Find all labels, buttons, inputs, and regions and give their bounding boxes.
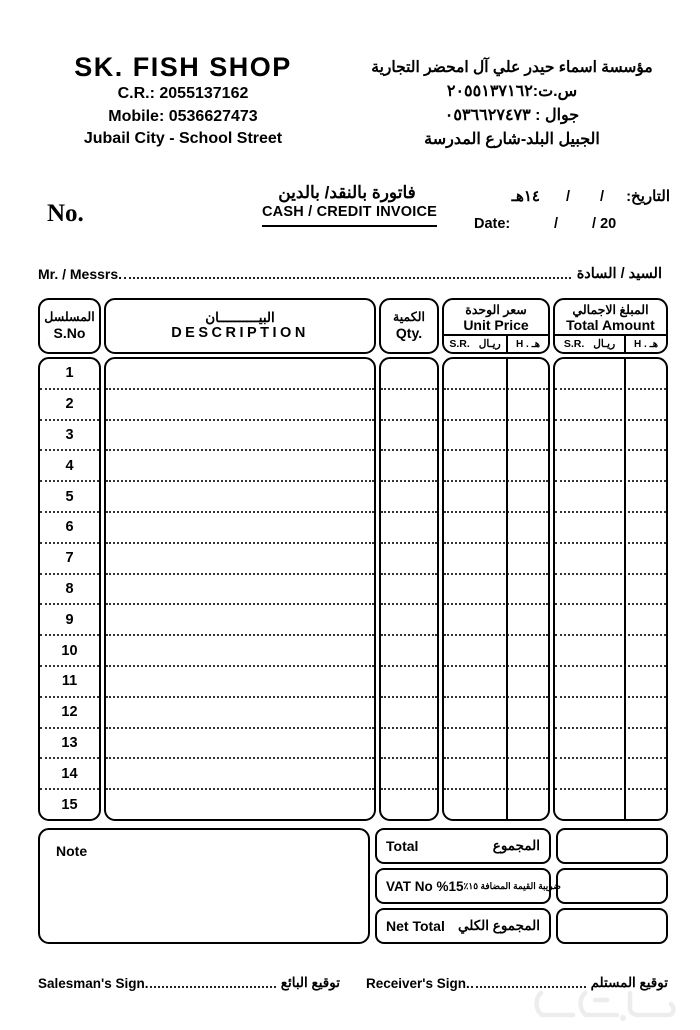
receiver-signature-label-english: Receiver's Sign. [366, 976, 470, 991]
row-number: 6 [65, 519, 74, 536]
column-body-total-amount[interactable] [553, 357, 668, 821]
table-row[interactable] [381, 451, 437, 482]
total-amount-sr-english: S.R. [563, 338, 585, 351]
table-row [40, 729, 99, 760]
column-header-qty [379, 298, 439, 354]
net-total-label-cell [375, 908, 551, 944]
column-header-sno [38, 298, 101, 354]
items-table [38, 298, 668, 821]
total-amount-sr-arabic: ريـال [593, 338, 616, 351]
table-row[interactable] [381, 421, 437, 452]
table-row[interactable] [381, 605, 437, 636]
total-label-english: Total [386, 838, 419, 854]
row-number: 12 [61, 704, 78, 721]
invoice-type-arabic: فاتورة بالنقد/ بالدين [278, 183, 416, 202]
table-row [40, 482, 99, 513]
vat-label-cell [375, 868, 561, 904]
table-row[interactable] [106, 698, 374, 729]
table-row[interactable] [555, 421, 666, 452]
table-row[interactable] [106, 421, 374, 452]
date-label-arabic: التاريخ: [626, 188, 670, 205]
row-number: 9 [65, 611, 74, 628]
note-label: Note [56, 843, 88, 859]
table-row[interactable] [555, 790, 666, 819]
table-row[interactable] [444, 513, 548, 544]
total-amount-h-english: H . [634, 338, 647, 350]
table-row[interactable] [381, 513, 437, 544]
table-row[interactable] [555, 451, 666, 482]
table-row[interactable] [444, 698, 548, 729]
table-body [38, 357, 668, 821]
table-row[interactable] [106, 482, 374, 513]
table-row[interactable] [555, 482, 666, 513]
total-label-arabic: المجموع [492, 838, 540, 853]
date-separator-en-2: / 20 [592, 215, 617, 232]
table-row[interactable] [444, 482, 548, 513]
total-amount-h-arabic: هـ [649, 338, 658, 350]
total-amount-subheaders [555, 334, 666, 352]
table-row[interactable] [106, 790, 374, 819]
vat-label-arabic: ضريبة القيمة المضافة ١٥٪ [463, 880, 561, 891]
shop-info-arabic [362, 56, 662, 152]
table-row[interactable] [444, 729, 548, 760]
unit-price-sr-english: S.R. [449, 338, 470, 351]
table-row[interactable] [106, 759, 374, 790]
table-row[interactable] [381, 790, 437, 819]
table-row [40, 759, 99, 790]
row-number: 3 [65, 426, 74, 443]
table-row[interactable] [444, 790, 548, 819]
receiver-signature-label-arabic: توقيع المستلم [590, 975, 668, 990]
table-header-row [38, 298, 668, 354]
table-row[interactable] [106, 729, 374, 760]
shop-address: Jubail City - School Street [83, 130, 283, 148]
customer-name-field[interactable] [38, 266, 662, 282]
date-row-hijri [470, 186, 670, 209]
total-label-cell [375, 828, 551, 864]
hijri-year: ١٤هـ [511, 188, 540, 205]
salesman-signature-label-arabic: توقيع البائع [280, 975, 340, 990]
table-row[interactable] [381, 390, 437, 421]
table-row[interactable] [444, 451, 548, 482]
table-row [40, 513, 99, 544]
row-number: 4 [65, 457, 74, 474]
mobile-number-arabic: جوال : ٠٥٣٦٦٢٧٤٧٣ [444, 106, 580, 124]
date-separator-en-1: / [554, 215, 559, 232]
column-body-description[interactable] [104, 357, 376, 821]
total-amount-halala-subheader [624, 336, 666, 352]
table-row[interactable] [555, 544, 666, 575]
table-row[interactable] [444, 759, 548, 790]
date-label-english: Date: [474, 215, 511, 232]
column-body-qty[interactable] [379, 357, 439, 821]
table-row[interactable] [106, 575, 374, 606]
row-number: 15 [61, 796, 78, 813]
description-row-list [106, 359, 374, 819]
vat-row [375, 868, 668, 904]
column-header-total-amount-titles [566, 303, 655, 334]
column-header-total-amount-arabic: المبلغ الاجمالي [572, 303, 649, 317]
table-row [40, 698, 99, 729]
table-row[interactable] [444, 390, 548, 421]
column-header-unit-price-arabic: سعر الوحدة [465, 303, 527, 317]
table-row[interactable] [555, 575, 666, 606]
net-total-label-english: Net Total [386, 918, 445, 934]
table-row [40, 636, 99, 667]
column-header-unit-price-english: Unit Price [463, 317, 529, 334]
unit-price-h-arabic: هـ [531, 338, 540, 350]
table-row [40, 605, 99, 636]
column-header-sno-arabic: المسلسل [44, 310, 95, 325]
total-amount-halala-divider [624, 359, 626, 819]
invoice-header [0, 52, 700, 177]
date-separator-2: / [566, 189, 571, 205]
sno-row-list [40, 359, 99, 819]
table-row [40, 390, 99, 421]
totals-section [375, 828, 668, 944]
table-row[interactable] [381, 544, 437, 575]
unit-price-halala-divider [506, 359, 508, 819]
table-row[interactable] [444, 359, 548, 390]
unit-price-sr-arabic: ريـال [478, 338, 501, 351]
total-row [375, 828, 668, 864]
table-row [40, 544, 99, 575]
table-row[interactable] [381, 359, 437, 390]
row-number: 14 [61, 765, 78, 782]
table-row[interactable] [555, 636, 666, 667]
note-box[interactable] [38, 828, 370, 944]
table-row[interactable] [106, 359, 374, 390]
shop-info-english [38, 52, 328, 151]
row-number: 1 [65, 365, 74, 382]
column-header-description-arabic: البيــــــــــان [205, 309, 275, 325]
date-separator-1: / [600, 189, 605, 205]
salesman-signature-label-english: Salesman's Sign. [38, 976, 149, 991]
table-row [40, 451, 99, 482]
table-row[interactable] [444, 605, 548, 636]
table-row[interactable] [555, 698, 666, 729]
date-row-gregorian [470, 213, 670, 236]
table-row[interactable] [381, 729, 437, 760]
table-row[interactable] [106, 636, 374, 667]
table-row[interactable] [381, 667, 437, 698]
shop-name-arabic: مؤسسة اسماء حيدر علي آل امحضر التجارية [371, 59, 653, 76]
column-body-sno [38, 357, 101, 821]
column-header-total-amount-english: Total Amount [566, 317, 655, 334]
table-row [40, 575, 99, 606]
column-header-unit-price [442, 298, 550, 354]
table-row[interactable] [444, 636, 548, 667]
receiver-signature-field[interactable] [366, 975, 668, 991]
invoice-type-title [262, 182, 437, 227]
column-header-description [104, 298, 376, 354]
total-value-field[interactable] [556, 828, 668, 864]
customer-label-english: Mr. / Messrs. [38, 266, 123, 282]
table-row[interactable] [381, 482, 437, 513]
signatures-section [38, 975, 668, 991]
invoice-number-label: No. [47, 200, 84, 227]
table-row [40, 421, 99, 452]
salesman-signature-line[interactable] [150, 985, 276, 988]
table-row [40, 790, 99, 819]
row-number: 7 [65, 550, 74, 567]
row-number: 8 [65, 580, 74, 597]
table-row[interactable] [381, 759, 437, 790]
table-row[interactable] [106, 544, 374, 575]
table-row[interactable] [106, 451, 374, 482]
row-number: 10 [61, 642, 78, 659]
table-row [40, 359, 99, 390]
table-row [40, 667, 99, 698]
table-row[interactable] [381, 698, 437, 729]
row-number: 13 [61, 734, 78, 751]
total-amount-row-list [555, 359, 666, 819]
table-row[interactable] [555, 359, 666, 390]
row-number: 5 [65, 488, 74, 505]
invoice-type-english: CASH / CREDIT INVOICE [262, 203, 437, 227]
table-row[interactable] [444, 421, 548, 452]
column-header-description-english: DESCRIPTION [171, 325, 309, 342]
net-total-row [375, 908, 668, 944]
date-block [470, 186, 670, 236]
table-row[interactable] [555, 759, 666, 790]
table-row[interactable] [555, 667, 666, 698]
row-number: 2 [65, 396, 74, 413]
receiver-signature-line[interactable] [471, 985, 586, 988]
commercial-registration: C.R.: 2055137162 [117, 85, 249, 103]
net-total-value-field[interactable] [556, 908, 668, 944]
table-row[interactable] [106, 513, 374, 544]
column-header-total-amount [553, 298, 668, 354]
table-row[interactable] [106, 605, 374, 636]
table-row[interactable] [555, 729, 666, 760]
unit-price-subheaders [444, 334, 548, 352]
table-row[interactable] [555, 513, 666, 544]
unit-price-h-english: H . [516, 338, 529, 350]
unit-price-riyal-subheader [444, 336, 506, 352]
shop-name: SK. FISH SHOP [74, 52, 292, 82]
table-row[interactable] [381, 636, 437, 667]
column-header-sno-english: S.No [53, 324, 86, 341]
table-row[interactable] [555, 390, 666, 421]
table-row[interactable] [106, 390, 374, 421]
customer-name-line[interactable] [124, 276, 571, 279]
table-row[interactable] [381, 575, 437, 606]
shop-address-arabic: الجبيل البلد-شارع المدرسة [424, 131, 600, 149]
vat-label-english: VAT No %15 [386, 878, 464, 894]
column-header-unit-price-titles [463, 303, 528, 334]
vat-value-field[interactable] [556, 868, 668, 904]
row-number: 11 [61, 673, 78, 690]
column-header-qty-english: Qty. [395, 324, 423, 341]
salesman-signature-field[interactable] [38, 975, 340, 991]
column-body-unit-price[interactable] [442, 357, 550, 821]
unit-price-row-list [444, 359, 548, 819]
table-row[interactable] [444, 575, 548, 606]
table-row[interactable] [555, 605, 666, 636]
customer-label-arabic: السيد / السادة [576, 266, 662, 282]
commercial-registration-arabic: س.ت:٢٠٥٥١٣٧١٦٢ [446, 82, 578, 100]
unit-price-halala-subheader [506, 336, 548, 352]
table-row[interactable] [106, 667, 374, 698]
column-header-qty-arabic: الكمية [393, 310, 425, 325]
total-amount-riyal-subheader [555, 336, 624, 352]
table-row[interactable] [444, 667, 548, 698]
mobile-number: Mobile: 0536627473 [108, 107, 258, 125]
table-row[interactable] [444, 544, 548, 575]
net-total-label-arabic: المجموع الكلي [457, 918, 540, 933]
qty-row-list [381, 359, 437, 819]
